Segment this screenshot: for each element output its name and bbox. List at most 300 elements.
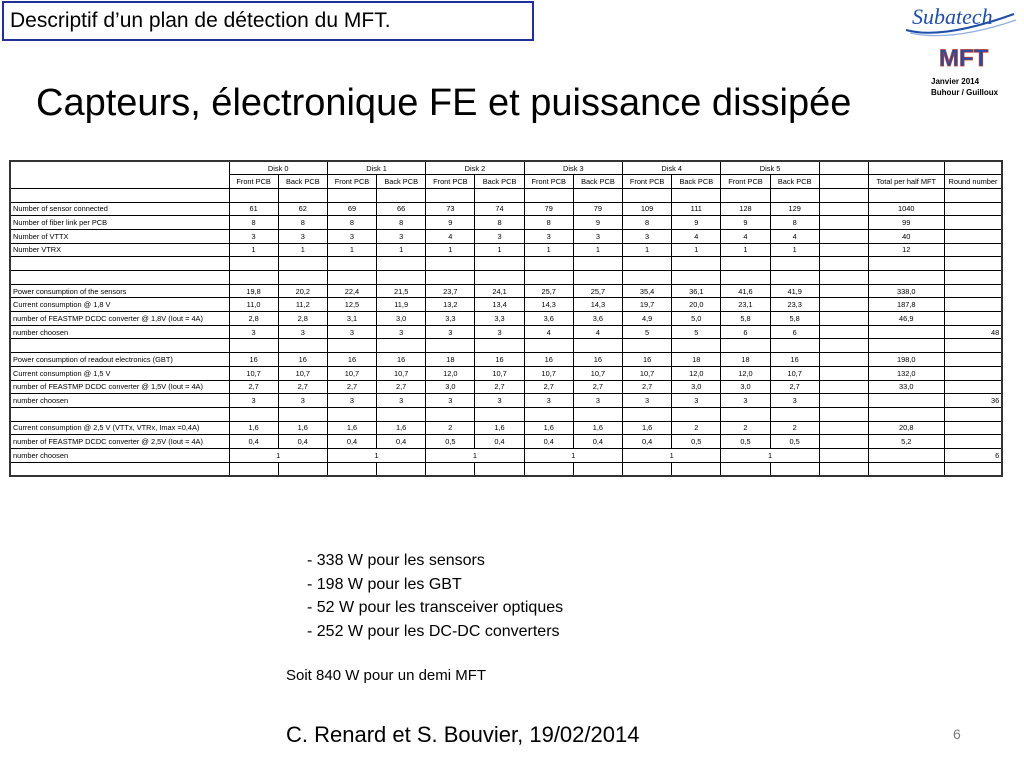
value-cell: 3 [278, 325, 327, 339]
row-label [10, 339, 229, 353]
disk-merged-cell: 1 [623, 448, 721, 462]
logo-caption [931, 76, 998, 98]
value-cell [623, 462, 672, 476]
value-cell: 0,5 [721, 435, 770, 449]
total-cell: 198,0 [868, 353, 944, 367]
value-cell: 1 [770, 243, 819, 257]
spacer-cell [819, 366, 868, 380]
value-cell [672, 271, 721, 285]
value-cell: 25,7 [524, 284, 573, 298]
value-cell [229, 188, 278, 202]
spacer-cell [819, 257, 868, 271]
spacer-cell [819, 325, 868, 339]
spacer-cell [819, 339, 868, 353]
value-cell [229, 462, 278, 476]
value-cell [672, 339, 721, 353]
value-cell [475, 257, 524, 271]
value-cell [623, 188, 672, 202]
value-cell: 2,7 [524, 380, 573, 394]
value-cell: 10,7 [524, 366, 573, 380]
value-cell: 2,7 [770, 380, 819, 394]
value-cell: 3 [475, 325, 524, 339]
spacer-cell [819, 448, 868, 462]
value-cell: 3,1 [327, 312, 376, 326]
value-cell: 10,7 [278, 366, 327, 380]
value-cell: 19,8 [229, 284, 278, 298]
row-label: Power consumption of the sensors [10, 284, 229, 298]
value-cell: 3 [426, 394, 475, 408]
row-label: Current consumption @ 2,5 V (VTTx, VTRx, Imax =0,4A) [10, 421, 229, 435]
value-cell: 2,8 [229, 312, 278, 326]
total-cell: 12 [868, 243, 944, 257]
value-cell [426, 462, 475, 476]
value-cell: 3 [770, 394, 819, 408]
value-cell [377, 339, 426, 353]
back-pcb-header: Back PCB [770, 175, 819, 189]
value-cell [475, 407, 524, 421]
value-cell: 3,6 [524, 312, 573, 326]
value-cell [721, 462, 770, 476]
round-cell [944, 407, 1002, 421]
spacer-cell [819, 175, 868, 189]
spacer-cell [819, 161, 868, 175]
value-cell: 3 [377, 229, 426, 243]
bullet-sensors: - 338 W pour les sensors [307, 552, 485, 569]
disk-header-0: Disk 0 [229, 161, 327, 175]
value-cell: 3 [573, 229, 622, 243]
value-cell: 66 [377, 202, 426, 216]
back-pcb-header: Back PCB [672, 175, 721, 189]
value-cell [623, 407, 672, 421]
value-cell [327, 188, 376, 202]
value-cell: 3 [229, 229, 278, 243]
value-cell: 5,0 [672, 312, 721, 326]
logo-date: Janvier 2014 [931, 77, 980, 86]
value-cell: 20,2 [278, 284, 327, 298]
value-cell: 8 [475, 216, 524, 230]
value-cell: 2,7 [229, 380, 278, 394]
value-cell [721, 257, 770, 271]
value-cell [426, 257, 475, 271]
spacer-cell [819, 284, 868, 298]
value-cell: 3 [672, 394, 721, 408]
value-cell: 3 [229, 394, 278, 408]
value-cell [672, 257, 721, 271]
table-row [10, 216, 1002, 230]
spacer-cell [819, 202, 868, 216]
table-row [10, 380, 1002, 394]
round-cell: 48 [944, 325, 1002, 339]
table-row [10, 298, 1002, 312]
value-cell: 0,4 [278, 435, 327, 449]
value-cell [426, 188, 475, 202]
front-pcb-header: Front PCB [229, 175, 278, 189]
value-cell: 4 [770, 229, 819, 243]
spacer-cell [819, 298, 868, 312]
value-cell [721, 339, 770, 353]
row-label: Number of sensor connected [10, 202, 229, 216]
value-cell: 8 [327, 216, 376, 230]
value-cell: 8 [229, 216, 278, 230]
corner-cell [10, 161, 229, 175]
value-cell: 0,4 [623, 435, 672, 449]
value-cell: 16 [770, 353, 819, 367]
disk-merged-cell: 1 [524, 448, 622, 462]
value-cell: 18 [721, 353, 770, 367]
value-cell: 73 [426, 202, 475, 216]
slide-title: Capteurs, électronique FE et puissance dissipée [36, 82, 852, 124]
value-cell: 2,8 [278, 312, 327, 326]
value-cell: 12,0 [672, 366, 721, 380]
value-cell: 129 [770, 202, 819, 216]
value-cell: 0,4 [524, 435, 573, 449]
value-cell [475, 339, 524, 353]
value-cell [770, 462, 819, 476]
value-cell: 1,6 [229, 421, 278, 435]
value-cell: 13,2 [426, 298, 475, 312]
value-cell: 109 [623, 202, 672, 216]
table-row [10, 188, 1002, 202]
spacer-cell [819, 435, 868, 449]
row-label: number choosen [10, 325, 229, 339]
value-cell [672, 407, 721, 421]
value-cell: 1 [475, 243, 524, 257]
value-cell [623, 339, 672, 353]
round-cell [944, 435, 1002, 449]
value-cell: 3 [278, 394, 327, 408]
value-cell: 0,5 [426, 435, 475, 449]
value-cell: 3 [573, 394, 622, 408]
row-label [10, 407, 229, 421]
disk-merged-cell: 1 [327, 448, 425, 462]
table-row [10, 202, 1002, 216]
value-cell: 3 [229, 325, 278, 339]
round-cell [944, 243, 1002, 257]
value-cell: 4,9 [623, 312, 672, 326]
value-cell: 3 [327, 325, 376, 339]
value-cell: 5 [623, 325, 672, 339]
value-cell: 74 [475, 202, 524, 216]
total-cell: 1040 [868, 202, 944, 216]
value-cell: 35,4 [623, 284, 672, 298]
value-cell [524, 271, 573, 285]
back-pcb-header: Back PCB [377, 175, 426, 189]
value-cell [278, 271, 327, 285]
value-cell: 3 [278, 229, 327, 243]
row-label: number choosen [10, 448, 229, 462]
total-cell [868, 271, 944, 285]
value-cell: 23,7 [426, 284, 475, 298]
value-cell: 10,7 [229, 366, 278, 380]
value-cell [524, 462, 573, 476]
row-label: number of FEASTMP DCDC converter @ 1,5V (Iout = 4A) [10, 380, 229, 394]
value-cell [426, 407, 475, 421]
value-cell: 14,3 [524, 298, 573, 312]
table-row [10, 366, 1002, 380]
value-cell: 6 [721, 325, 770, 339]
value-cell: 0,4 [377, 435, 426, 449]
spacer-cell [819, 271, 868, 285]
round-cell [944, 312, 1002, 326]
value-cell: 21,5 [377, 284, 426, 298]
value-cell: 2 [672, 421, 721, 435]
value-cell: 2,7 [278, 380, 327, 394]
value-cell: 4 [721, 229, 770, 243]
value-cell [672, 188, 721, 202]
value-cell: 3 [377, 325, 426, 339]
front-pcb-header: Front PCB [327, 175, 376, 189]
value-cell [573, 339, 622, 353]
value-cell [426, 339, 475, 353]
value-cell [573, 462, 622, 476]
value-cell: 41,6 [721, 284, 770, 298]
value-cell: 4 [672, 229, 721, 243]
table-row [10, 462, 1002, 476]
value-cell [327, 462, 376, 476]
value-cell: 0,5 [672, 435, 721, 449]
value-cell [721, 407, 770, 421]
table-row [10, 312, 1002, 326]
value-cell [770, 188, 819, 202]
value-cell: 11,2 [278, 298, 327, 312]
round-cell [944, 188, 1002, 202]
value-cell: 79 [573, 202, 622, 216]
value-cell: 10,7 [573, 366, 622, 380]
value-cell: 3 [623, 229, 672, 243]
row-label: number of FEASTMP DCDC converter @ 1,8V (Iout = 4A) [10, 312, 229, 326]
value-cell: 3 [377, 394, 426, 408]
table-header-row [10, 161, 1002, 175]
value-cell: 3 [524, 229, 573, 243]
spacer-cell [819, 380, 868, 394]
total-cell [868, 407, 944, 421]
value-cell: 1 [672, 243, 721, 257]
round-cell [944, 421, 1002, 435]
value-cell: 8 [524, 216, 573, 230]
value-cell: 1,6 [573, 421, 622, 435]
value-cell: 0,4 [475, 435, 524, 449]
total-header-blank [868, 161, 944, 175]
value-cell: 18 [426, 353, 475, 367]
value-cell [327, 407, 376, 421]
value-cell: 3,3 [426, 312, 475, 326]
row-label: Number of VTTX [10, 229, 229, 243]
value-cell: 10,7 [770, 366, 819, 380]
disk-header-2: Disk 2 [426, 161, 524, 175]
table-row [10, 339, 1002, 353]
total-cell: 338,0 [868, 284, 944, 298]
total-cell [868, 462, 944, 476]
total-cell: 99 [868, 216, 944, 230]
value-cell: 1,6 [377, 421, 426, 435]
value-cell: 1 [573, 243, 622, 257]
value-cell: 9 [721, 216, 770, 230]
spacer-cell [819, 229, 868, 243]
value-cell: 69 [327, 202, 376, 216]
value-cell: 36,1 [672, 284, 721, 298]
value-cell [327, 339, 376, 353]
disk-header-3: Disk 3 [524, 161, 622, 175]
total-summary: Soit 840 W pour un demi MFT [286, 667, 487, 684]
value-cell: 3,0 [721, 380, 770, 394]
value-cell: 5,8 [721, 312, 770, 326]
value-cell: 10,7 [377, 366, 426, 380]
value-cell: 0,4 [573, 435, 622, 449]
value-cell [573, 407, 622, 421]
total-cell [868, 188, 944, 202]
value-cell: 23,1 [721, 298, 770, 312]
row-label: number of FEASTMP DCDC converter @ 2,5V (Iout = 4A) [10, 435, 229, 449]
value-cell [623, 271, 672, 285]
subatech-logo-text: Subatech [912, 4, 993, 29]
value-cell: 2 [426, 421, 475, 435]
value-cell: 8 [377, 216, 426, 230]
power-consumption-table [9, 160, 1003, 477]
disk-merged-cell: 1 [721, 448, 819, 462]
value-cell [672, 462, 721, 476]
table-row [10, 257, 1002, 271]
value-cell: 16 [327, 353, 376, 367]
value-cell: 1 [377, 243, 426, 257]
value-cell: 11,9 [377, 298, 426, 312]
value-cell: 16 [573, 353, 622, 367]
value-cell: 1 [623, 243, 672, 257]
value-cell: 3 [475, 229, 524, 243]
value-cell [573, 257, 622, 271]
value-cell: 0,4 [229, 435, 278, 449]
value-cell: 2 [721, 421, 770, 435]
round-cell: 6 [944, 448, 1002, 462]
value-cell [475, 462, 524, 476]
total-cell: 46,9 [868, 312, 944, 326]
total-cell [868, 325, 944, 339]
value-cell: 3,0 [672, 380, 721, 394]
value-cell: 2 [770, 421, 819, 435]
front-pcb-header: Front PCB [426, 175, 475, 189]
total-cell: 40 [868, 229, 944, 243]
value-cell: 10,7 [475, 366, 524, 380]
row-label [10, 257, 229, 271]
value-cell [426, 271, 475, 285]
round-cell [944, 353, 1002, 367]
total-cell [868, 257, 944, 271]
value-cell: 9 [672, 216, 721, 230]
total-cell [868, 339, 944, 353]
row-label [10, 271, 229, 285]
total-cell [868, 394, 944, 408]
value-cell [278, 339, 327, 353]
value-cell: 20,0 [672, 298, 721, 312]
value-cell: 16 [377, 353, 426, 367]
value-cell: 25,7 [573, 284, 622, 298]
value-cell: 8 [623, 216, 672, 230]
row-label: Current consumption @ 1,5 V [10, 366, 229, 380]
value-cell: 12,0 [426, 366, 475, 380]
mft-logo-text: MFT [939, 45, 989, 72]
value-cell: 6 [770, 325, 819, 339]
value-cell [770, 257, 819, 271]
value-cell: 23,3 [770, 298, 819, 312]
value-cell: 18 [672, 353, 721, 367]
row-label: Power consumption of readout electronics (GBT) [10, 353, 229, 367]
value-cell: 9 [573, 216, 622, 230]
logo-authors: Buhour / Guilloux [931, 88, 999, 97]
value-cell: 3 [721, 394, 770, 408]
value-cell [770, 407, 819, 421]
value-cell: 8 [770, 216, 819, 230]
row-label: Number of fiber link per PCB [10, 216, 229, 230]
front-pcb-header: Front PCB [623, 175, 672, 189]
bullet-dcdc: - 252 W pour les DC-DC converters [307, 622, 560, 640]
value-cell: 3,3 [475, 312, 524, 326]
round-cell [944, 462, 1002, 476]
table-row [10, 229, 1002, 243]
round-cell: 36 [944, 394, 1002, 408]
front-pcb-header: Front PCB [524, 175, 573, 189]
spacer-cell [819, 394, 868, 408]
value-cell [377, 188, 426, 202]
value-cell: 61 [229, 202, 278, 216]
value-cell: 1,6 [327, 421, 376, 435]
round-cell [944, 366, 1002, 380]
row-label: number choosen [10, 394, 229, 408]
total-cell: 33,0 [868, 380, 944, 394]
value-cell [721, 271, 770, 285]
value-cell: 8 [278, 216, 327, 230]
value-cell: 62 [278, 202, 327, 216]
value-cell [475, 271, 524, 285]
value-cell: 11,0 [229, 298, 278, 312]
value-cell: 1 [721, 243, 770, 257]
value-cell: 16 [229, 353, 278, 367]
value-cell: 2,7 [327, 380, 376, 394]
value-cell: 12,5 [327, 298, 376, 312]
value-cell [229, 407, 278, 421]
total-cell: 20,8 [868, 421, 944, 435]
value-cell: 1 [327, 243, 376, 257]
front-pcb-header: Front PCB [721, 175, 770, 189]
back-pcb-header: Back PCB [475, 175, 524, 189]
value-cell: 3,0 [426, 380, 475, 394]
value-cell: 5,8 [770, 312, 819, 326]
spacer-cell [819, 353, 868, 367]
value-cell [229, 339, 278, 353]
row-label [10, 188, 229, 202]
value-cell [524, 188, 573, 202]
footer-authors: C. Renard et S. Bouvier, 19/02/2014 [286, 722, 640, 747]
round-cell [944, 216, 1002, 230]
value-cell [475, 188, 524, 202]
power-summary-list [307, 549, 563, 643]
back-pcb-header: Back PCB [278, 175, 327, 189]
subatech-logo [902, 0, 1020, 40]
value-cell [377, 462, 426, 476]
value-cell: 1,6 [278, 421, 327, 435]
table-row [10, 243, 1002, 257]
value-cell: 4 [524, 325, 573, 339]
value-cell: 2,7 [475, 380, 524, 394]
value-cell: 2,7 [573, 380, 622, 394]
value-cell: 3 [475, 394, 524, 408]
value-cell: 128 [721, 202, 770, 216]
spacer-cell [819, 421, 868, 435]
value-cell: 22,4 [327, 284, 376, 298]
value-cell: 16 [623, 353, 672, 367]
value-cell: 41,9 [770, 284, 819, 298]
value-cell: 5 [672, 325, 721, 339]
value-cell [278, 407, 327, 421]
value-cell [327, 271, 376, 285]
